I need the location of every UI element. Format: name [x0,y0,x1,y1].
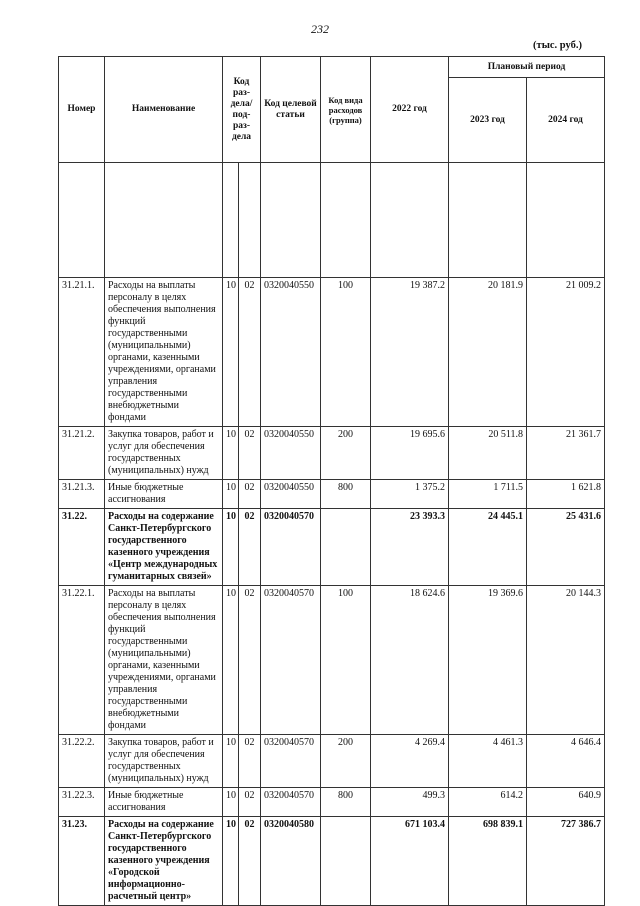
row-expense-type: 200 [321,735,371,788]
row-subsection: 02 [239,735,261,788]
row-subsection: 02 [239,480,261,509]
row-name: Закупка товаров, работ и услуг для обеспечения государственных (муниципальных) нужд [105,735,223,788]
row-expense-type: 200 [321,427,371,480]
row-name: Расходы на содержание Санкт-Петербургского государственного казенного учреждения «Центр международных гуманитарных связей» [105,509,223,586]
row-name: Иные бюджетные ассигнования [105,788,223,817]
row-value-2022: 19 695.6 [371,427,449,480]
row-section: 10 [223,480,239,509]
row-expense-type: 800 [321,788,371,817]
row-name: Расходы на выплаты персоналу в целях обеспечения выполнения функций государственными (муниципальными) органами, казенными учреждениями, органами управления государственными внебюджетными фондами [105,278,223,427]
row-value-2024: 1 621.8 [527,480,605,509]
row-value-2024: 21 009.2 [527,278,605,427]
page-number: 232 [311,22,329,36]
table-row [59,509,605,586]
table-row [59,817,605,906]
row-number: 31.22.1. [59,586,105,735]
row-target-code: 0320040550 [261,278,321,427]
row-section: 10 [223,509,239,586]
row-section: 10 [223,427,239,480]
row-section: 10 [223,817,239,906]
row-section: 10 [223,586,239,735]
row-number: 31.22.2. [59,735,105,788]
row-value-2024: 20 144.3 [527,586,605,735]
row-value-2023: 1 711.5 [449,480,527,509]
row-value-2022: 18 624.6 [371,586,449,735]
table-row [59,480,605,509]
row-value-2022: 4 269.4 [371,735,449,788]
header-year-2022: 2022 год [371,57,449,163]
row-number: 31.21.1. [59,278,105,427]
header-planned-period: Плановый период [449,57,605,78]
row-value-2023: 20 511.8 [449,427,527,480]
row-subsection: 02 [239,509,261,586]
row-subsection: 02 [239,788,261,817]
row-expense-type: 100 [321,586,371,735]
header-year-2024: 2024 год [527,78,605,163]
row-name: Расходы на выплаты персоналу в целях обеспечения выполнения функций государственными (муниципальными) органами, казенными учреждениями, органами управления государственными внебюджетными фондами [105,586,223,735]
row-number: 31.22. [59,509,105,586]
table-row [59,788,605,817]
table-row [59,735,605,788]
row-target-code: 0320040570 [261,735,321,788]
table-row [59,278,605,427]
table-row [59,427,605,480]
header-expense-type-code: Код вида расходов (группа) [321,57,371,163]
header-target-code: Код целевой статьи [261,57,321,163]
row-value-2022: 499.3 [371,788,449,817]
row-number: 31.22.3. [59,788,105,817]
table-row [59,586,605,735]
row-number: 31.23. [59,817,105,906]
row-value-2023: 4 461.3 [449,735,527,788]
row-value-2023: 698 839.1 [449,817,527,906]
row-section: 10 [223,735,239,788]
row-value-2023: 19 369.6 [449,586,527,735]
row-subsection: 02 [239,427,261,480]
row-target-code: 0320040580 [261,817,321,906]
row-expense-type [321,509,371,586]
units-label: (тыс. руб.) [533,40,582,51]
row-value-2024: 727 386.7 [527,817,605,906]
blank-row [59,163,605,278]
row-target-code: 0320040550 [261,427,321,480]
row-value-2024: 21 361.7 [527,427,605,480]
row-subsection: 02 [239,278,261,427]
row-number: 31.21.3. [59,480,105,509]
row-subsection: 02 [239,817,261,906]
row-value-2024: 4 646.4 [527,735,605,788]
header-year-2023: 2023 год [449,78,527,163]
row-value-2024: 25 431.6 [527,509,605,586]
header-number: Номер [59,57,105,163]
header-section-code: Код раз-дела/ под-раз-дела [223,57,261,163]
row-value-2022: 19 387.2 [371,278,449,427]
row-subsection: 02 [239,586,261,735]
row-name: Расходы на содержание Санкт-Петербургского государственного казенного учреждения «Городской информационно-расчетный центр» [105,817,223,906]
row-target-code: 0320040570 [261,788,321,817]
budget-table [58,56,605,906]
row-value-2022: 23 393.3 [371,509,449,586]
row-name: Иные бюджетные ассигнования [105,480,223,509]
row-expense-type [321,817,371,906]
row-section: 10 [223,788,239,817]
row-expense-type: 800 [321,480,371,509]
row-number: 31.21.2. [59,427,105,480]
row-value-2023: 24 445.1 [449,509,527,586]
row-section: 10 [223,278,239,427]
row-name: Закупка товаров, работ и услуг для обеспечения государственных (муниципальных) нужд [105,427,223,480]
header-name: Наименование [105,57,223,163]
row-target-code: 0320040570 [261,586,321,735]
row-value-2022: 1 375.2 [371,480,449,509]
row-value-2024: 640.9 [527,788,605,817]
row-value-2022: 671 103.4 [371,817,449,906]
row-target-code: 0320040550 [261,480,321,509]
row-expense-type: 100 [321,278,371,427]
row-value-2023: 614.2 [449,788,527,817]
row-target-code: 0320040570 [261,509,321,586]
row-value-2023: 20 181.9 [449,278,527,427]
